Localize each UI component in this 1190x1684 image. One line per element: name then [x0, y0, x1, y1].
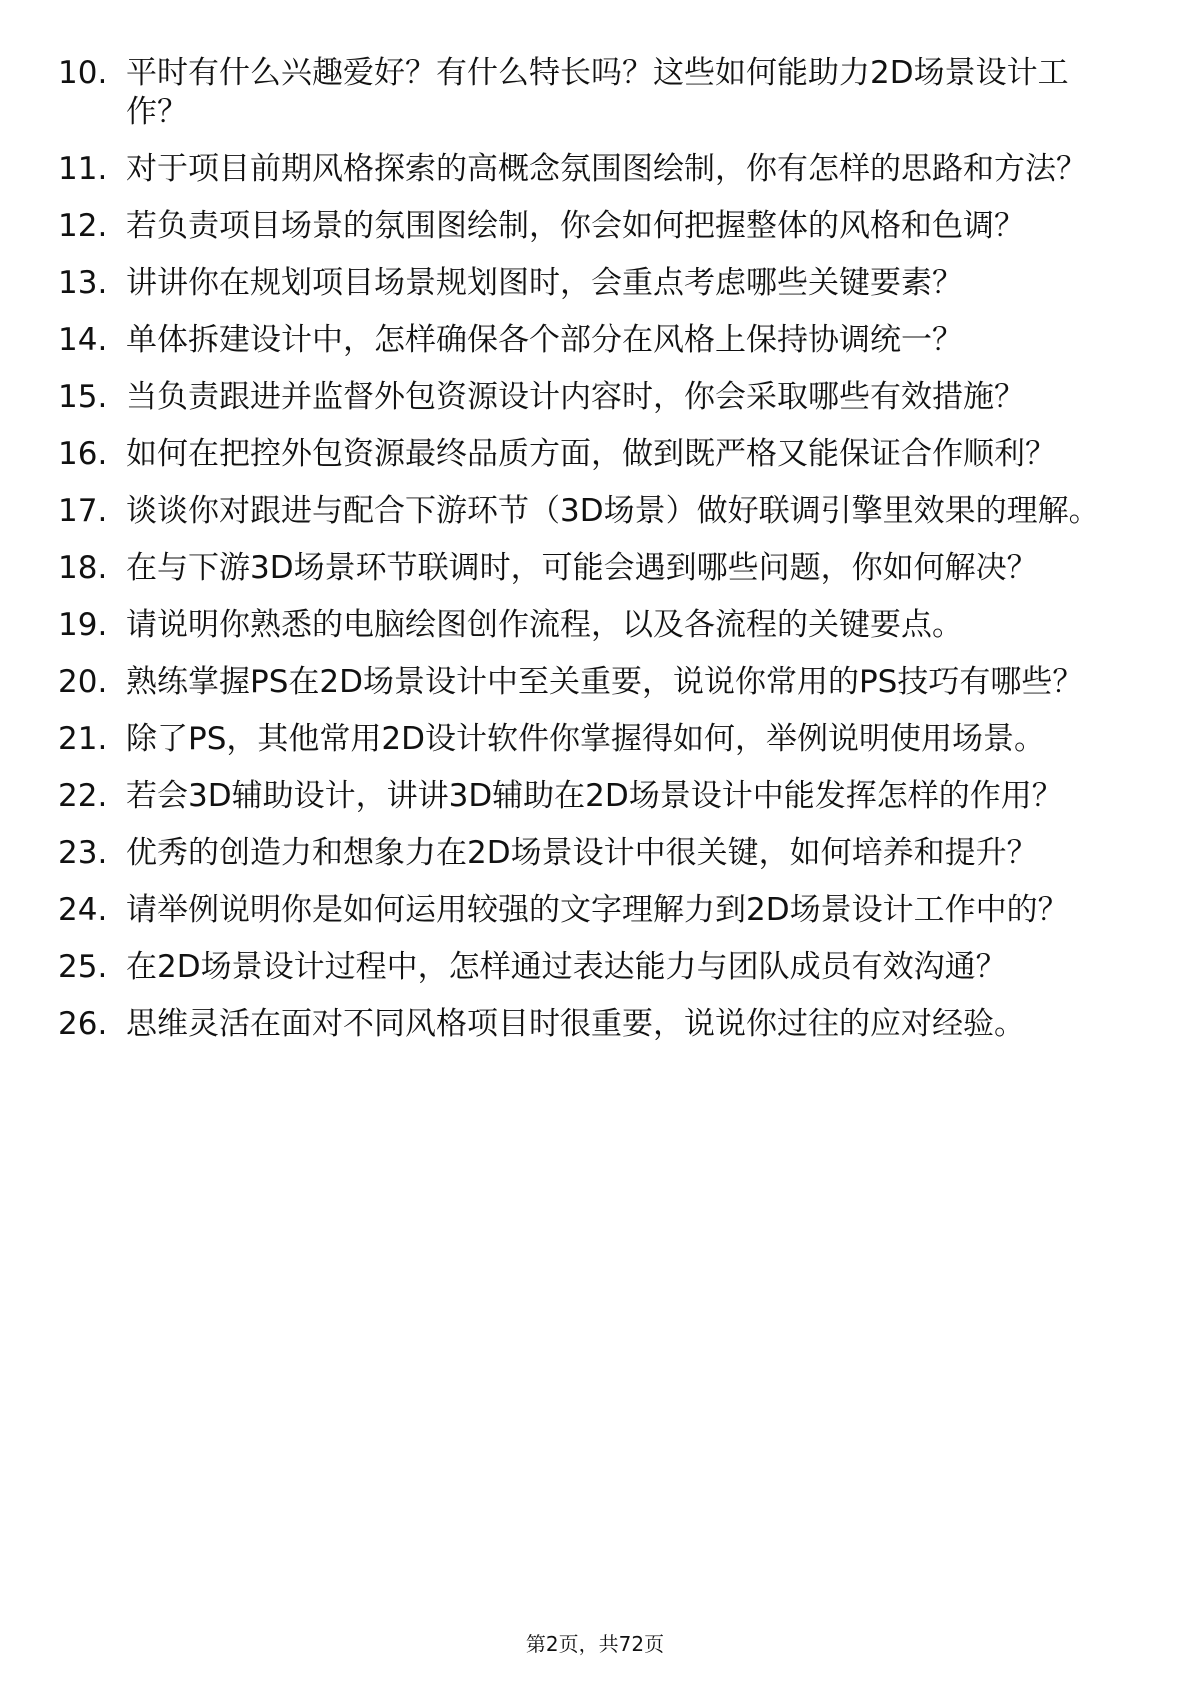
question-number: 18.: [58, 550, 108, 586]
question-text: 思维灵活在面对不同风格项目时很重要，说说你过往的应对经验。: [126, 1006, 1025, 1042]
question-text: 谈谈你对跟进与配合下游环节（3D场景）做好联调引擎里效果的理解。: [126, 493, 1100, 529]
question-text: 优秀的创造力和想象力在2D场景设计中很关键，如何培养和提升？: [126, 835, 1038, 871]
question-number: 19.: [58, 607, 108, 643]
question-number: 13.: [58, 265, 108, 301]
question-text: 平时有什么兴趣爱好？有什么特长吗？这些如何能助力2D场景设计工作？: [126, 55, 1069, 130]
question-item: [0, 834, 1190, 873]
question-item: [0, 1005, 1190, 1044]
question-text: 对于项目前期风格探索的高概念氛围图绘制，你有怎样的思路和方法？: [126, 151, 1087, 187]
question-text: 在与下游3D场景环节联调时，可能会遇到哪些问题，你如何解决？: [126, 550, 1038, 586]
question-number: 10.: [58, 55, 108, 91]
question-number: 26.: [58, 1006, 108, 1042]
question-number: 23.: [58, 835, 108, 871]
question-item: [0, 321, 1190, 360]
question-item: [0, 435, 1190, 474]
question-text: 若会3D辅助设计，讲讲3D辅助在2D场景设计中能发挥怎样的作用？: [126, 778, 1063, 814]
question-item: [0, 207, 1190, 246]
question-number: 14.: [58, 322, 108, 358]
question-item: [0, 720, 1190, 759]
question-number: 15.: [58, 379, 108, 415]
question-text: 若负责项目场景的氛围图绘制，你会如何把握整体的风格和色调？: [126, 208, 1025, 244]
question-text: 在2D场景设计过程中，怎样通过表达能力与团队成员有效沟通？: [126, 949, 1007, 985]
question-text: 请说明你熟悉的电脑绘图创作流程，以及各流程的关键要点。: [126, 607, 963, 643]
question-text: 请举例说明你是如何运用较强的文字理解力到2D场景设计工作中的？: [126, 892, 1069, 928]
question-text: 熟练掌握PS在2D场景设计中至关重要，说说你常用的PS技巧有哪些？: [126, 664, 1084, 700]
question-item: [0, 492, 1190, 531]
question-number: 21.: [58, 721, 108, 757]
question-list: [0, 54, 1190, 1062]
question-item: [0, 891, 1190, 930]
question-text: 除了PS，其他常用2D设计软件你掌握得如何，举例说明使用场景。: [126, 721, 1045, 757]
question-number: 24.: [58, 892, 108, 928]
question-item: [0, 378, 1190, 417]
page-number: 第2页，共72页: [525, 1632, 665, 1656]
question-number: 12.: [58, 208, 108, 244]
question-number: 25.: [58, 949, 108, 985]
question-item: [0, 549, 1190, 588]
question-item: [0, 606, 1190, 645]
question-text: 讲讲你在规划项目场景规划图时，会重点考虑哪些关键要素？: [126, 265, 963, 301]
question-item: [0, 777, 1190, 816]
question-text: 单体拆建设计中，怎样确保各个部分在风格上保持协调统一？: [126, 322, 963, 358]
question-item: [0, 948, 1190, 987]
question-item: [0, 264, 1190, 303]
question-number: 11.: [58, 151, 108, 187]
question-item: [0, 663, 1190, 702]
question-item: [0, 150, 1190, 189]
question-number: 16.: [58, 436, 108, 472]
question-number: 20.: [58, 664, 108, 700]
question-text: 当负责跟进并监督外包资源设计内容时，你会采取哪些有效措施？: [126, 379, 1025, 415]
question-item: [0, 54, 1190, 132]
question-number: 22.: [58, 778, 108, 814]
question-number: 17.: [58, 493, 108, 529]
question-text: 如何在把控外包资源最终品质方面，做到既严格又能保证合作顺利？: [126, 436, 1056, 472]
